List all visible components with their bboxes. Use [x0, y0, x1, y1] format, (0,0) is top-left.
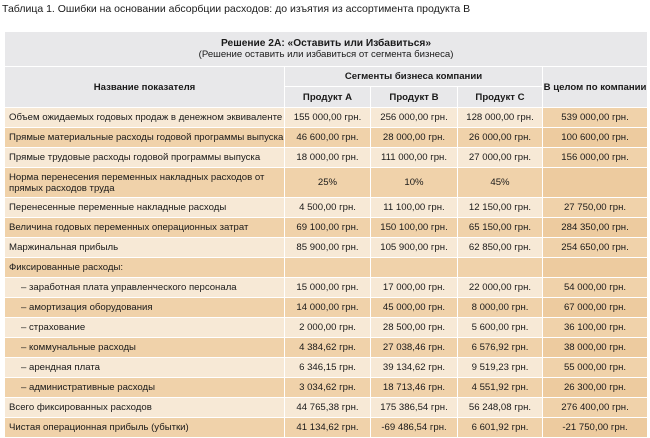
cell-product-b: -69 486,54 грн. [371, 418, 458, 438]
row-label: Объем ожидаемых годовых продаж в денежном эквиваленте [5, 108, 285, 128]
cell-product-a: 4 384,62 грн. [285, 338, 371, 358]
cell-product-a: 4 500,00 грн. [285, 198, 371, 218]
table-row [5, 218, 648, 238]
row-label: – страхование [5, 318, 285, 338]
cell-product-a: 85 900,00 грн. [285, 238, 371, 258]
table-caption: Таблица 1. Ошибки на основании абсорбции расходов: до изъятия из ассортимента продукта В [2, 3, 471, 15]
cell-product-a: 41 134,62 грн. [285, 418, 371, 438]
cell-product-c: 65 150,00 грн. [458, 218, 543, 238]
row-label: – амортизация оборудования [5, 298, 285, 318]
cell-product-c: 4 551,92 грн. [458, 378, 543, 398]
table-row [5, 258, 648, 278]
column-header-product-b: Продукт В [371, 87, 458, 108]
table-row [5, 358, 648, 378]
data-table [4, 31, 648, 438]
cell-product-a [285, 258, 371, 278]
column-header-segments: Сегменты бизнеса компании [285, 67, 543, 87]
cell-total: 54 000,00 грн. [543, 278, 648, 298]
cell-product-b: 150 100,00 грн. [371, 218, 458, 238]
table-row [5, 168, 648, 198]
cell-product-a: 25% [285, 168, 371, 198]
table-title: Решение 2А: «Оставить или Избавиться» [221, 38, 432, 49]
cell-product-b: 10% [371, 168, 458, 198]
table-row [5, 338, 648, 358]
cell-product-c: 5 600,00 грн. [458, 318, 543, 338]
table-row [5, 278, 648, 298]
cell-product-c: 45% [458, 168, 543, 198]
table-row [5, 238, 648, 258]
table-subtitle: (Решение оставить или избавиться от сегмента бизнеса) [198, 49, 454, 60]
cell-total: 27 750,00 грн. [543, 198, 648, 218]
cell-product-a: 14 000,00 грн. [285, 298, 371, 318]
cell-product-c: 27 000,00 грн. [458, 148, 543, 168]
column-header-product-a: Продукт А [285, 87, 371, 108]
column-header-total: В целом по компании [543, 67, 648, 108]
cell-product-a: 44 765,38 грн. [285, 398, 371, 418]
cell-product-c: 6 601,92 грн. [458, 418, 543, 438]
table-row [5, 128, 648, 148]
cell-product-a: 46 600,00 грн. [285, 128, 371, 148]
row-label: – заработная плата управленческого персонала [5, 278, 285, 298]
cell-product-b: 27 038,46 грн. [371, 338, 458, 358]
cell-total: 55 000,00 грн. [543, 358, 648, 378]
cell-product-c: 6 576,92 грн. [458, 338, 543, 358]
row-label: – коммунальные расходы [5, 338, 285, 358]
cell-product-b: 111 000,00 грн. [371, 148, 458, 168]
cell-total: 36 100,00 грн. [543, 318, 648, 338]
cell-product-a: 6 346,15 грн. [285, 358, 371, 378]
cell-total: 156 000,00 грн. [543, 148, 648, 168]
cell-product-b: 175 386,54 грн. [371, 398, 458, 418]
cell-total: 100 600,00 грн. [543, 128, 648, 148]
cell-total: 26 300,00 грн. [543, 378, 648, 398]
table-row [5, 108, 648, 128]
cell-product-c [458, 258, 543, 278]
cell-total [543, 168, 648, 198]
cell-total [543, 258, 648, 278]
cell-product-b: 28 500,00 грн. [371, 318, 458, 338]
cell-product-a: 3 034,62 грн. [285, 378, 371, 398]
table-row [5, 378, 648, 398]
row-label: Маржинальная прибыль [5, 238, 285, 258]
cell-product-b: 256 000,00 грн. [371, 108, 458, 128]
row-label: Прямые трудовые расходы годовой программы выпуска [5, 148, 285, 168]
cell-product-c: 128 000,00 грн. [458, 108, 543, 128]
cell-product-a: 15 000,00 грн. [285, 278, 371, 298]
cell-product-c: 8 000,00 грн. [458, 298, 543, 318]
cell-product-a: 2 000,00 грн. [285, 318, 371, 338]
table-row [5, 298, 648, 318]
row-label: Чистая операционная прибыль (убытки) [5, 418, 285, 438]
table-title-cell [5, 32, 648, 67]
cell-total: -21 750,00 грн. [543, 418, 648, 438]
cell-total: 276 400,00 грн. [543, 398, 648, 418]
cell-total: 539 000,00 грн. [543, 108, 648, 128]
row-label: – административные расходы [5, 378, 285, 398]
cell-product-b: 11 100,00 грн. [371, 198, 458, 218]
row-label: Прямые материальные расходы годовой программы выпуска [5, 128, 285, 148]
cell-product-c: 62 850,00 грн. [458, 238, 543, 258]
cell-product-a: 69 100,00 грн. [285, 218, 371, 238]
row-label: Перенесенные переменные накладные расходы [5, 198, 285, 218]
cell-product-b: 105 900,00 грн. [371, 238, 458, 258]
cell-total: 38 000,00 грн. [543, 338, 648, 358]
cell-product-c: 22 000,00 грн. [458, 278, 543, 298]
cell-product-b [371, 258, 458, 278]
cell-product-b: 17 000,00 грн. [371, 278, 458, 298]
cell-product-c: 26 000,00 грн. [458, 128, 543, 148]
cell-total: 284 350,00 грн. [543, 218, 648, 238]
column-header-product-c: Продукт С [458, 87, 543, 108]
cell-product-c: 56 248,08 грн. [458, 398, 543, 418]
table-row [5, 148, 648, 168]
table-row [5, 318, 648, 338]
row-label: Фиксированные расходы: [5, 258, 285, 278]
cell-product-b: 39 134,62 грн. [371, 358, 458, 378]
row-label: Всего фиксированных расходов [5, 398, 285, 418]
column-header-indicator: Название показателя [5, 67, 285, 108]
cell-product-b: 18 713,46 грн. [371, 378, 458, 398]
cell-total: 67 000,00 грн. [543, 298, 648, 318]
cell-total: 254 650,00 грн. [543, 238, 648, 258]
cell-product-a: 18 000,00 грн. [285, 148, 371, 168]
cell-product-c: 12 150,00 грн. [458, 198, 543, 218]
row-label: – арендная плата [5, 358, 285, 378]
row-label: Норма перенесения переменных накладных расходов от прямых расходов труда [5, 168, 285, 198]
table-row [5, 198, 648, 218]
cell-product-b: 28 000,00 грн. [371, 128, 458, 148]
cell-product-b: 45 000,00 грн. [371, 298, 458, 318]
cell-product-c: 9 519,23 грн. [458, 358, 543, 378]
table-row [5, 398, 648, 418]
row-label: Величина годовых переменных операционных затрат [5, 218, 285, 238]
table-row [5, 418, 648, 438]
cell-product-a: 155 000,00 грн. [285, 108, 371, 128]
